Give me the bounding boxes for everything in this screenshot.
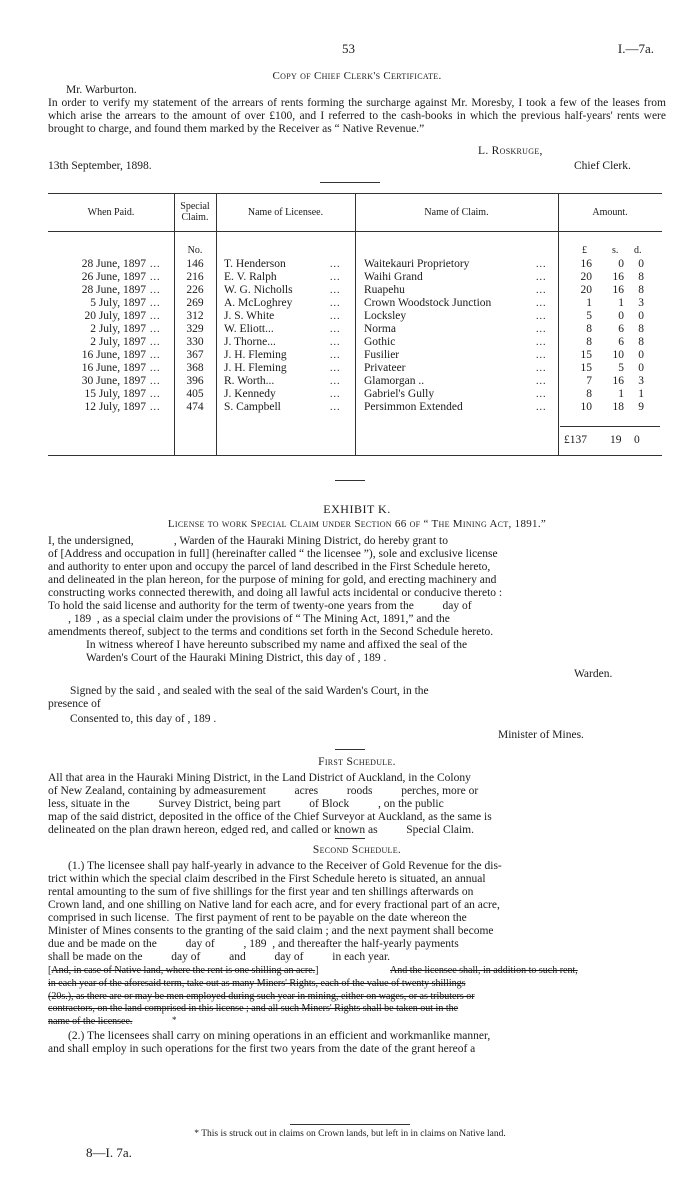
cell-pounds: 7 [586,375,592,387]
second-schedule-line: Minister of Mines consents to the granting of the said claim ; and the next payment shall become [48,925,494,937]
cell-licensee: A. McLoghrey [224,297,293,309]
cell-date: 26 June, 1897 [81,271,146,283]
cell-pence: 8 [638,284,644,296]
second-schedule-line: trict within which the special claim described in the First Schedule hereto is situated, an annual [48,873,486,885]
no-label: No. [187,245,203,256]
cell-date: 28 June, 1897 [81,284,146,296]
first-schedule-line: delineated on the plan drawn hereon, edged red, and called or known as Special Claim. [48,824,474,836]
leader-dots: ... [330,259,341,270]
cell-shillings: 16 [612,284,624,296]
certificate-body: In order to verify my statement of the arrears of rents forming the surcharge against Mr. Moresby, I took a few of the leases from which arise the arrears to the amount of over £100, and I referred to the cash-books in which the previous half-years' rents were brought to charge, and found them marked by the Receiver as “ Native Revenue.” [48,97,666,135]
cell-licensee: W. Eliott... [224,323,274,335]
certificate-signatory: L. Roskruge, [478,145,543,157]
cell-pence: 0 [638,349,644,361]
leader-dots: ... [330,350,341,361]
leader-dots: ... [150,389,161,400]
leader-dots: ... [330,402,341,413]
cell-licensee: S. Campbell [224,401,281,413]
header-claim: Name of Claim. [424,207,489,218]
leader-dots: ... [330,311,341,322]
cell-pence: 8 [638,336,644,348]
cell-pounds: 5 [586,310,592,322]
cell-date: 30 June, 1897 [81,375,146,387]
cell-claim-no: 330 [186,336,204,348]
license-line: amendments thereof, subject to the terms and conditions set forth in the Second Schedule hereto. [48,626,494,638]
leader-dots: ... [536,259,547,270]
witness-line-1: In witness whereof I have hereunto subscribed my name and affixed the seal of the [86,639,468,651]
struck-native-land: And, in case of Native land, where the rent is one shilling an acre. [51,965,316,976]
license-title: License to work Special Claim under Section 66 of “ The Mining Act, 1891.” [167,518,547,530]
cell-shillings: 16 [612,271,624,283]
cell-licensee: W. G. Nicholls [224,284,293,296]
leader-dots: ... [150,272,161,283]
cell-claim-no: 146 [186,258,204,270]
cell-claim: Waihi Grand [364,271,423,283]
cell-licensee: T. Henderson [224,258,286,270]
footnote-marker: * [172,1015,177,1025]
leader-dots: ... [536,363,547,374]
certificate-title: Copy of Chief Clerk's Certificate. [272,70,442,82]
struck-line: contractors, on the land comprised in this license ; and all such Miners' Rights shall be taken out in the [48,1003,459,1014]
cell-pounds: 8 [586,336,592,348]
cell-pence: 0 [638,258,644,270]
leader-dots: ... [536,324,547,335]
cell-shillings: 16 [612,375,624,387]
cell-claim-no: 367 [186,349,204,361]
cell-date: 2 July, 1897 [90,323,146,335]
first-schedule-line: of New Zealand, containing by admeasurement acres roods perches, more or [48,785,479,797]
struck-licensee-clause: And the licensee shall, in addition to such rent, [390,965,578,976]
col-divider [216,193,217,455]
warden-label: Warden. [574,668,613,680]
para-2-line: and shall employ in such operations for the first two years from the date of the grant hereof a [48,1043,476,1055]
cell-shillings: 0 [618,310,624,322]
section-divider [335,749,365,750]
cell-pence: 0 [638,362,644,374]
cell-pounds: 8 [586,323,592,335]
cell-shillings: 1 [618,388,624,400]
leader-dots: ... [150,285,161,296]
cell-date: 16 June, 1897 [81,349,146,361]
cell-pounds: 10 [580,401,592,413]
cell-shillings: 0 [618,258,624,270]
document-reference: I.—7a. [617,41,654,56]
page-number: 53 [342,41,355,56]
cell-pounds: 1 [586,297,592,309]
cell-shillings: 5 [618,362,624,374]
currency-shillings: s. [612,245,619,256]
currency-pounds: £ [582,245,587,256]
cell-shillings: 18 [612,401,624,413]
exhibit-title: EXHIBIT K. [323,502,391,516]
col-divider [355,193,356,455]
leader-dots: ... [330,337,341,348]
struck-line: (20s.), as there are or may be men employed during such year in mining, either on wages, or as tributers or [48,990,475,1002]
first-schedule-line: map of the said district, deposited in the office of the Chief Surveyor at Auckland, as the same is [48,811,492,823]
signed-line-1: Signed by the said , and sealed with the seal of the said Warden's Court, in the [70,685,429,697]
leader-dots: ... [330,298,341,309]
cell-claim-no: 312 [186,310,204,322]
leader-dots: ... [536,402,547,413]
cell-licensee: R. Worth... [224,375,275,387]
consented-line: Consented to, this day of , 189 . [70,713,217,725]
leader-dots: ... [150,363,161,374]
first-schedule-title: First Schedule. [318,756,396,768]
license-line: To hold the said license and authority for the term of twenty-one years from the day of [48,600,472,612]
cell-date: 20 July, 1897 [84,310,146,322]
leader-dots: ... [330,363,341,374]
license-line: , 189 , as a special claim under the provisions of “ The Mining Act, 1891,” and the [48,613,450,625]
cell-date: 5 July, 1897 [90,297,146,309]
license-line: constructing works connected therewith, and doing all lawful acts incidental or conducive thereto : [48,587,503,599]
leader-dots: ... [536,389,547,400]
leader-dots: ... [536,311,547,322]
section-divider [335,480,365,481]
footnote: * This is struck out in claims on Crown lands, but left in in claims on Native land. [194,1129,506,1139]
second-schedule-title: Second Schedule. [312,844,402,856]
cell-claim: Fusilier [364,349,400,361]
cell-date: 15 July, 1897 [84,388,146,400]
license-line: and authority to enter upon and occupy the parcel of land described in the First Schedule hereto, [48,561,491,573]
cell-claim-no: 405 [186,388,204,400]
cell-claim: Persimmon Extended [364,401,463,413]
cell-claim: Waitekauri Proprietory [364,258,470,270]
leader-dots: ... [330,324,341,335]
header-licensee: Name of Licensee. [247,207,324,218]
header-special-claim: Special Claim. [180,201,210,223]
currency-pence: d. [634,245,642,256]
cell-pence: 0 [638,310,644,322]
cell-pence: 9 [638,401,644,413]
cell-pence: 3 [638,375,644,387]
cell-claim-no: 474 [186,401,204,413]
total-pence: 0 [634,434,640,446]
header-when-paid: When Paid. [87,207,135,218]
cell-claim: Ruapehu [364,284,405,296]
signed-line-2: presence of [48,698,101,710]
cell-shillings: 1 [618,297,624,309]
total-shillings: 19 [610,434,622,446]
arrears-table [48,193,662,456]
cell-claim-no: 216 [186,271,204,283]
cell-claim: Privateer [364,362,406,374]
total-rule [560,426,660,427]
struck-clause-line: [And, in case of Native land, where the rent is one shilling an acre.] [48,965,319,976]
cell-shillings: 6 [618,336,624,348]
leader-dots: ... [150,337,161,348]
header-amount: Amount. [592,207,628,218]
certificate-position: Chief Clerk. [574,160,631,172]
total-pounds: £137 [564,434,587,446]
cell-pence: 3 [638,297,644,309]
leader-dots: ... [536,285,547,296]
cell-claim-no: 396 [186,375,204,387]
footnote-rule [290,1124,410,1125]
leader-dots: ... [330,272,341,283]
second-schedule-line: due and be made on the day of , 189 , and thereafter the half-yearly payments [48,938,459,950]
second-schedule-line: comprised in such license. The first payment of rent to be payable on the date whereon the [48,912,467,924]
leader-dots: ... [150,376,161,387]
cell-shillings: 10 [612,349,624,361]
leader-dots: ... [330,376,341,387]
col-divider [174,193,175,455]
certificate-addressee: Mr. Warburton. [66,84,137,96]
cell-pounds: 15 [580,349,592,361]
table-bottom-rule [48,455,662,456]
cell-claim: Gabriel's Gully [364,388,435,400]
struck-line: in each year of the aforesaid term, take out as many Miners' Rights, each of the value of twenty shillings [48,978,466,989]
cell-pounds: 16 [580,258,592,270]
cell-date: 28 June, 1897 [81,258,146,270]
leader-dots: ... [150,259,161,270]
leader-dots: ... [150,402,161,413]
cell-licensee: J. Kennedy [224,388,276,400]
cell-pounds: 20 [580,284,592,296]
leader-dots: ... [330,389,341,400]
cell-date: 2 July, 1897 [90,336,146,348]
cell-claim-no: 226 [186,284,204,296]
leader-dots: ... [150,298,161,309]
first-schedule-line: All that area in the Hauraki Mining District, in the Land District of Auckland, in the Colony [48,772,471,784]
para-2-line: (2.) The licensees shall carry on mining operations in an efficient and workmanlike manner, [68,1030,491,1042]
cell-licensee: J. S. White [224,310,275,322]
cell-claim: Locksley [364,310,407,322]
leader-dots: ... [536,350,547,361]
cell-pence: 8 [638,271,644,283]
cell-claim: Crown Woodstock Junction [364,297,492,309]
second-schedule-line: shall be made on the day of and day of in each year. [48,951,391,963]
cell-claim: Gothic [364,336,396,348]
page-header [0,42,700,58]
leader-dots: ... [150,350,161,361]
leader-dots: ... [150,311,161,322]
witness-line-2: Warden's Court of the Hauraki Mining District, this day of , 189 . [86,652,387,664]
cell-claim-no: 368 [186,362,204,374]
col-divider [558,193,559,455]
certificate-date-line [48,160,666,173]
certificate-date: 13th September, 1898. [48,160,152,172]
leader-dots: ... [536,337,547,348]
cell-pence: 8 [638,323,644,335]
second-schedule-line: Crown land, and one shilling on Native land for each acre, and for every fractional part of an acre, [48,899,500,911]
license-line: I, the undersigned, , Warden of the Hauraki Mining District, do hereby grant to [48,535,448,547]
second-schedule-line: (1.) The licensee shall pay half-yearly in advance to the Receiver of Gold Revenue for the dis- [68,860,502,872]
leader-dots: ... [536,376,547,387]
signature-mark: 8—I. 7a. [86,1145,132,1160]
cell-claim-no: 269 [186,297,204,309]
cell-licensee: J. H. Fleming [224,362,287,374]
leader-dots: ... [150,324,161,335]
cell-licensee: J. H. Fleming [224,349,287,361]
cell-shillings: 6 [618,323,624,335]
first-schedule-line: less, situate in the Survey District, being part of Block , on the public [48,798,444,810]
cell-claim: Norma [364,323,396,335]
license-line: of [Address and occupation in full] (hereinafter called “ the licensee ”), sole and exclusive license [48,548,498,560]
license-line: and delineated in the plan hereon, for the purpose of mining for gold, and erecting machinery and [48,574,497,586]
cell-pounds: 15 [580,362,592,374]
leader-dots: ... [536,272,547,283]
cell-licensee: J. Thorne... [224,336,276,348]
cell-pence: 1 [638,388,644,400]
leader-dots: ... [330,285,341,296]
leader-dots: ... [536,298,547,309]
section-divider [320,182,380,183]
second-schedule-line: rental amounting to the sum of five shillings for the first year and ten shillings afterwards on [48,886,474,898]
minister-label: Minister of Mines. [498,729,584,741]
cell-date: 12 July, 1897 [84,401,146,413]
cell-date: 16 June, 1897 [81,362,146,374]
cell-licensee: E. V. Ralph [224,271,277,283]
cell-pounds: 20 [580,271,592,283]
section-divider [335,838,365,839]
struck-line: name of the licensee. [48,1015,133,1027]
cell-claim: Glamorgan .. [364,375,425,387]
cell-pounds: 8 [586,388,592,400]
cell-claim-no: 329 [186,323,204,335]
